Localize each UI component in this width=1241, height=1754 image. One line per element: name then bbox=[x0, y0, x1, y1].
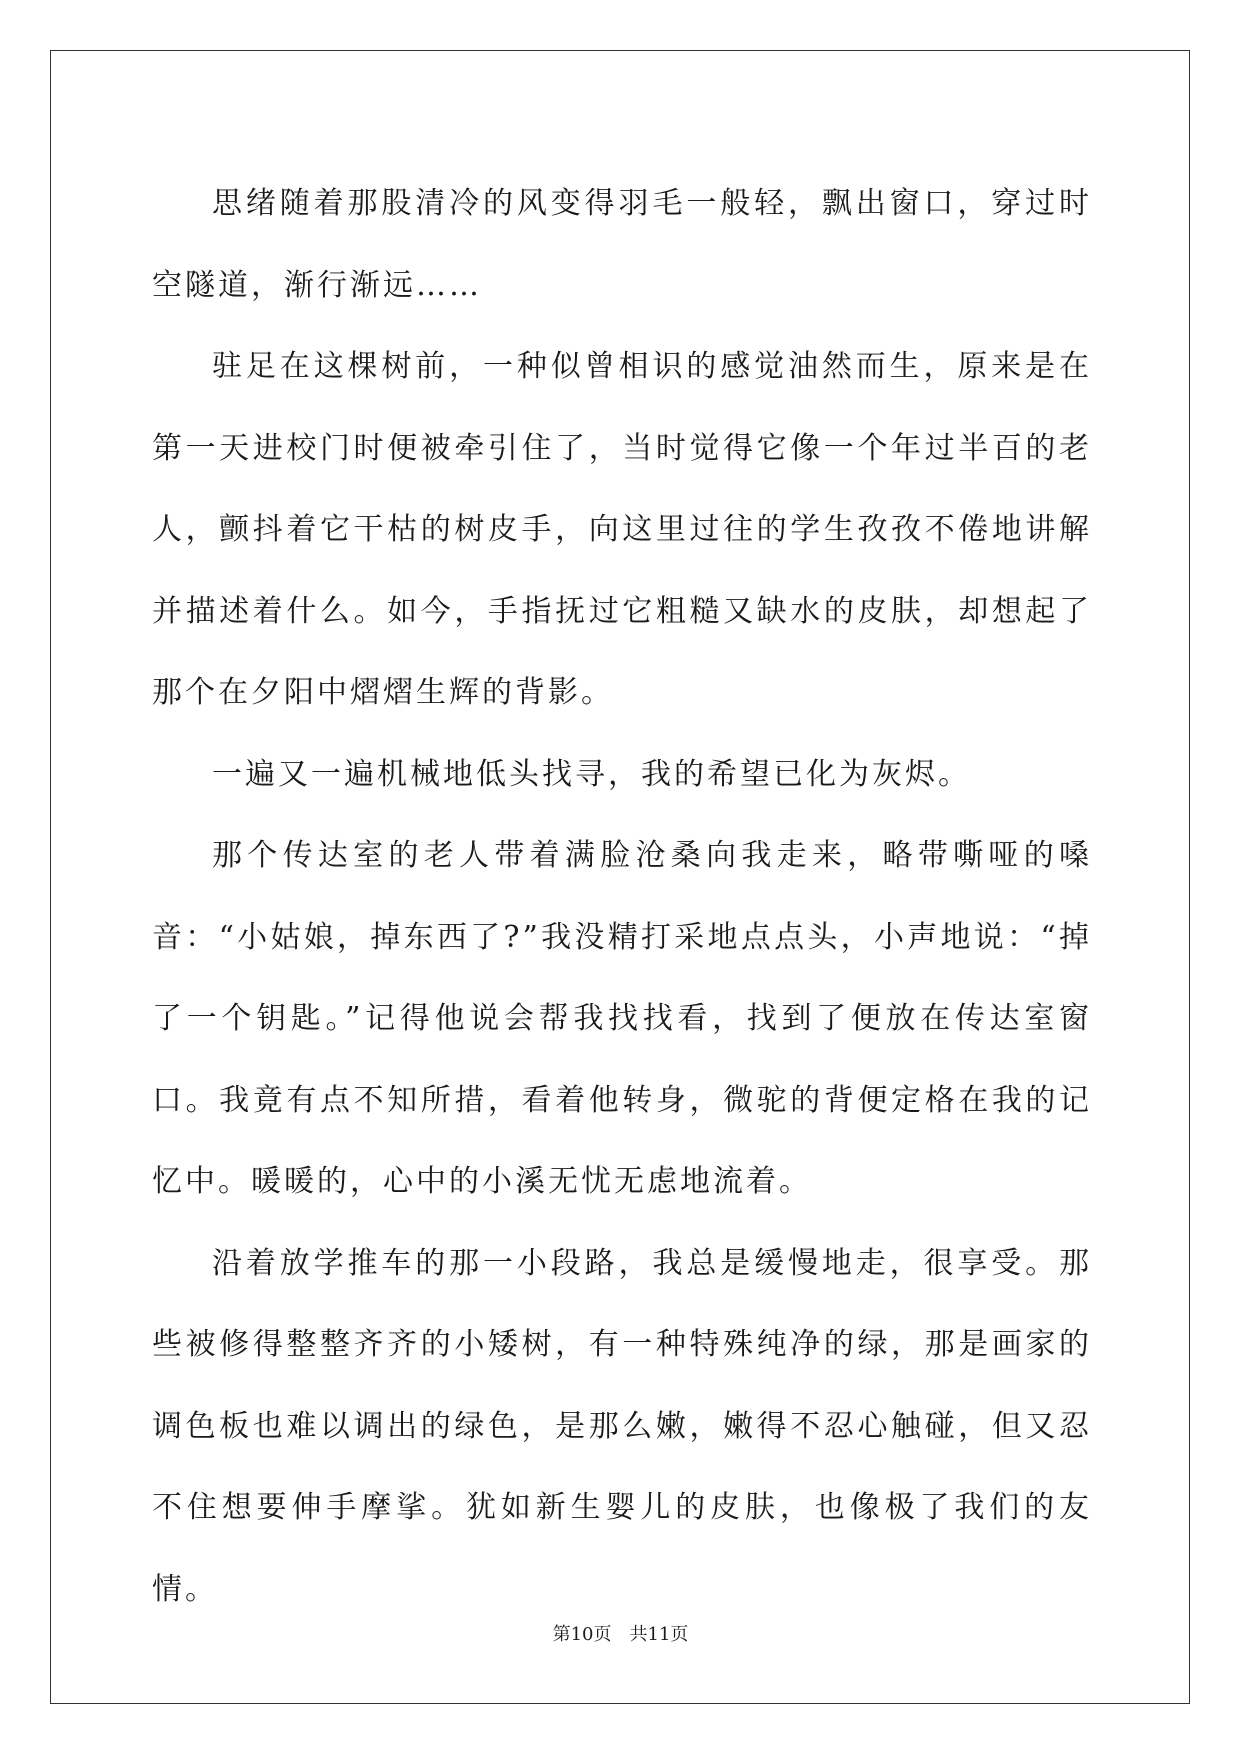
paragraph: 一遍又一遍机械地低头找寻，我的希望已化为灰烬。 bbox=[212, 756, 971, 792]
page-number: 第10页 共11页 bbox=[552, 1624, 689, 1645]
paragraph: 那个传达室的老人带着满脸沧桑向我走来，略带嘶哑的嗓音：“小姑娘，掉东西了?”我没精打采地点点头，小声地说：“掉了一个钥匙。”记得他说会帮我找找看，找到了便放在传达室窗口。我竟有点不知所措，看着他转身，微驼的背便定格在我的记忆中。暖暖的，心中的小溪无忧无虑地流着。 bbox=[152, 838, 1092, 1199]
paragraph: 沿着放学推车的那一小段路，我总是缓慢地走，很享受。那些被修得整整齐齐的小矮树，有一种特殊纯净的绿，那是画家的调色板也难以调出的绿色，是那么嫩，嫩得不忍心触碰，但又忍不住想要伸手摩挲。犹如新生婴儿的皮肤，也像极了我们的友情。 bbox=[152, 1245, 1092, 1607]
document-body bbox=[152, 163, 1092, 1630]
page-footer bbox=[0, 1620, 1241, 1646]
paragraph: 驻足在这棵树前，一种似曾相识的感觉油然而生，原来是在第一天进校门时便被牵引住了，当时觉得它像一个年过半百的老人，颤抖着它干枯的树皮手，向这里过往的学生孜孜不倦地讲解并描述着什么。如今，手指抚过它粗糙又缺水的皮肤，却想起了那个在夕阳中熠熠生辉的背影。 bbox=[152, 349, 1092, 710]
paragraph: 思绪随着那股清冷的风变得羽毛一般轻，飘出窗口，穿过时空隧道，渐行渐远…… bbox=[152, 186, 1092, 303]
